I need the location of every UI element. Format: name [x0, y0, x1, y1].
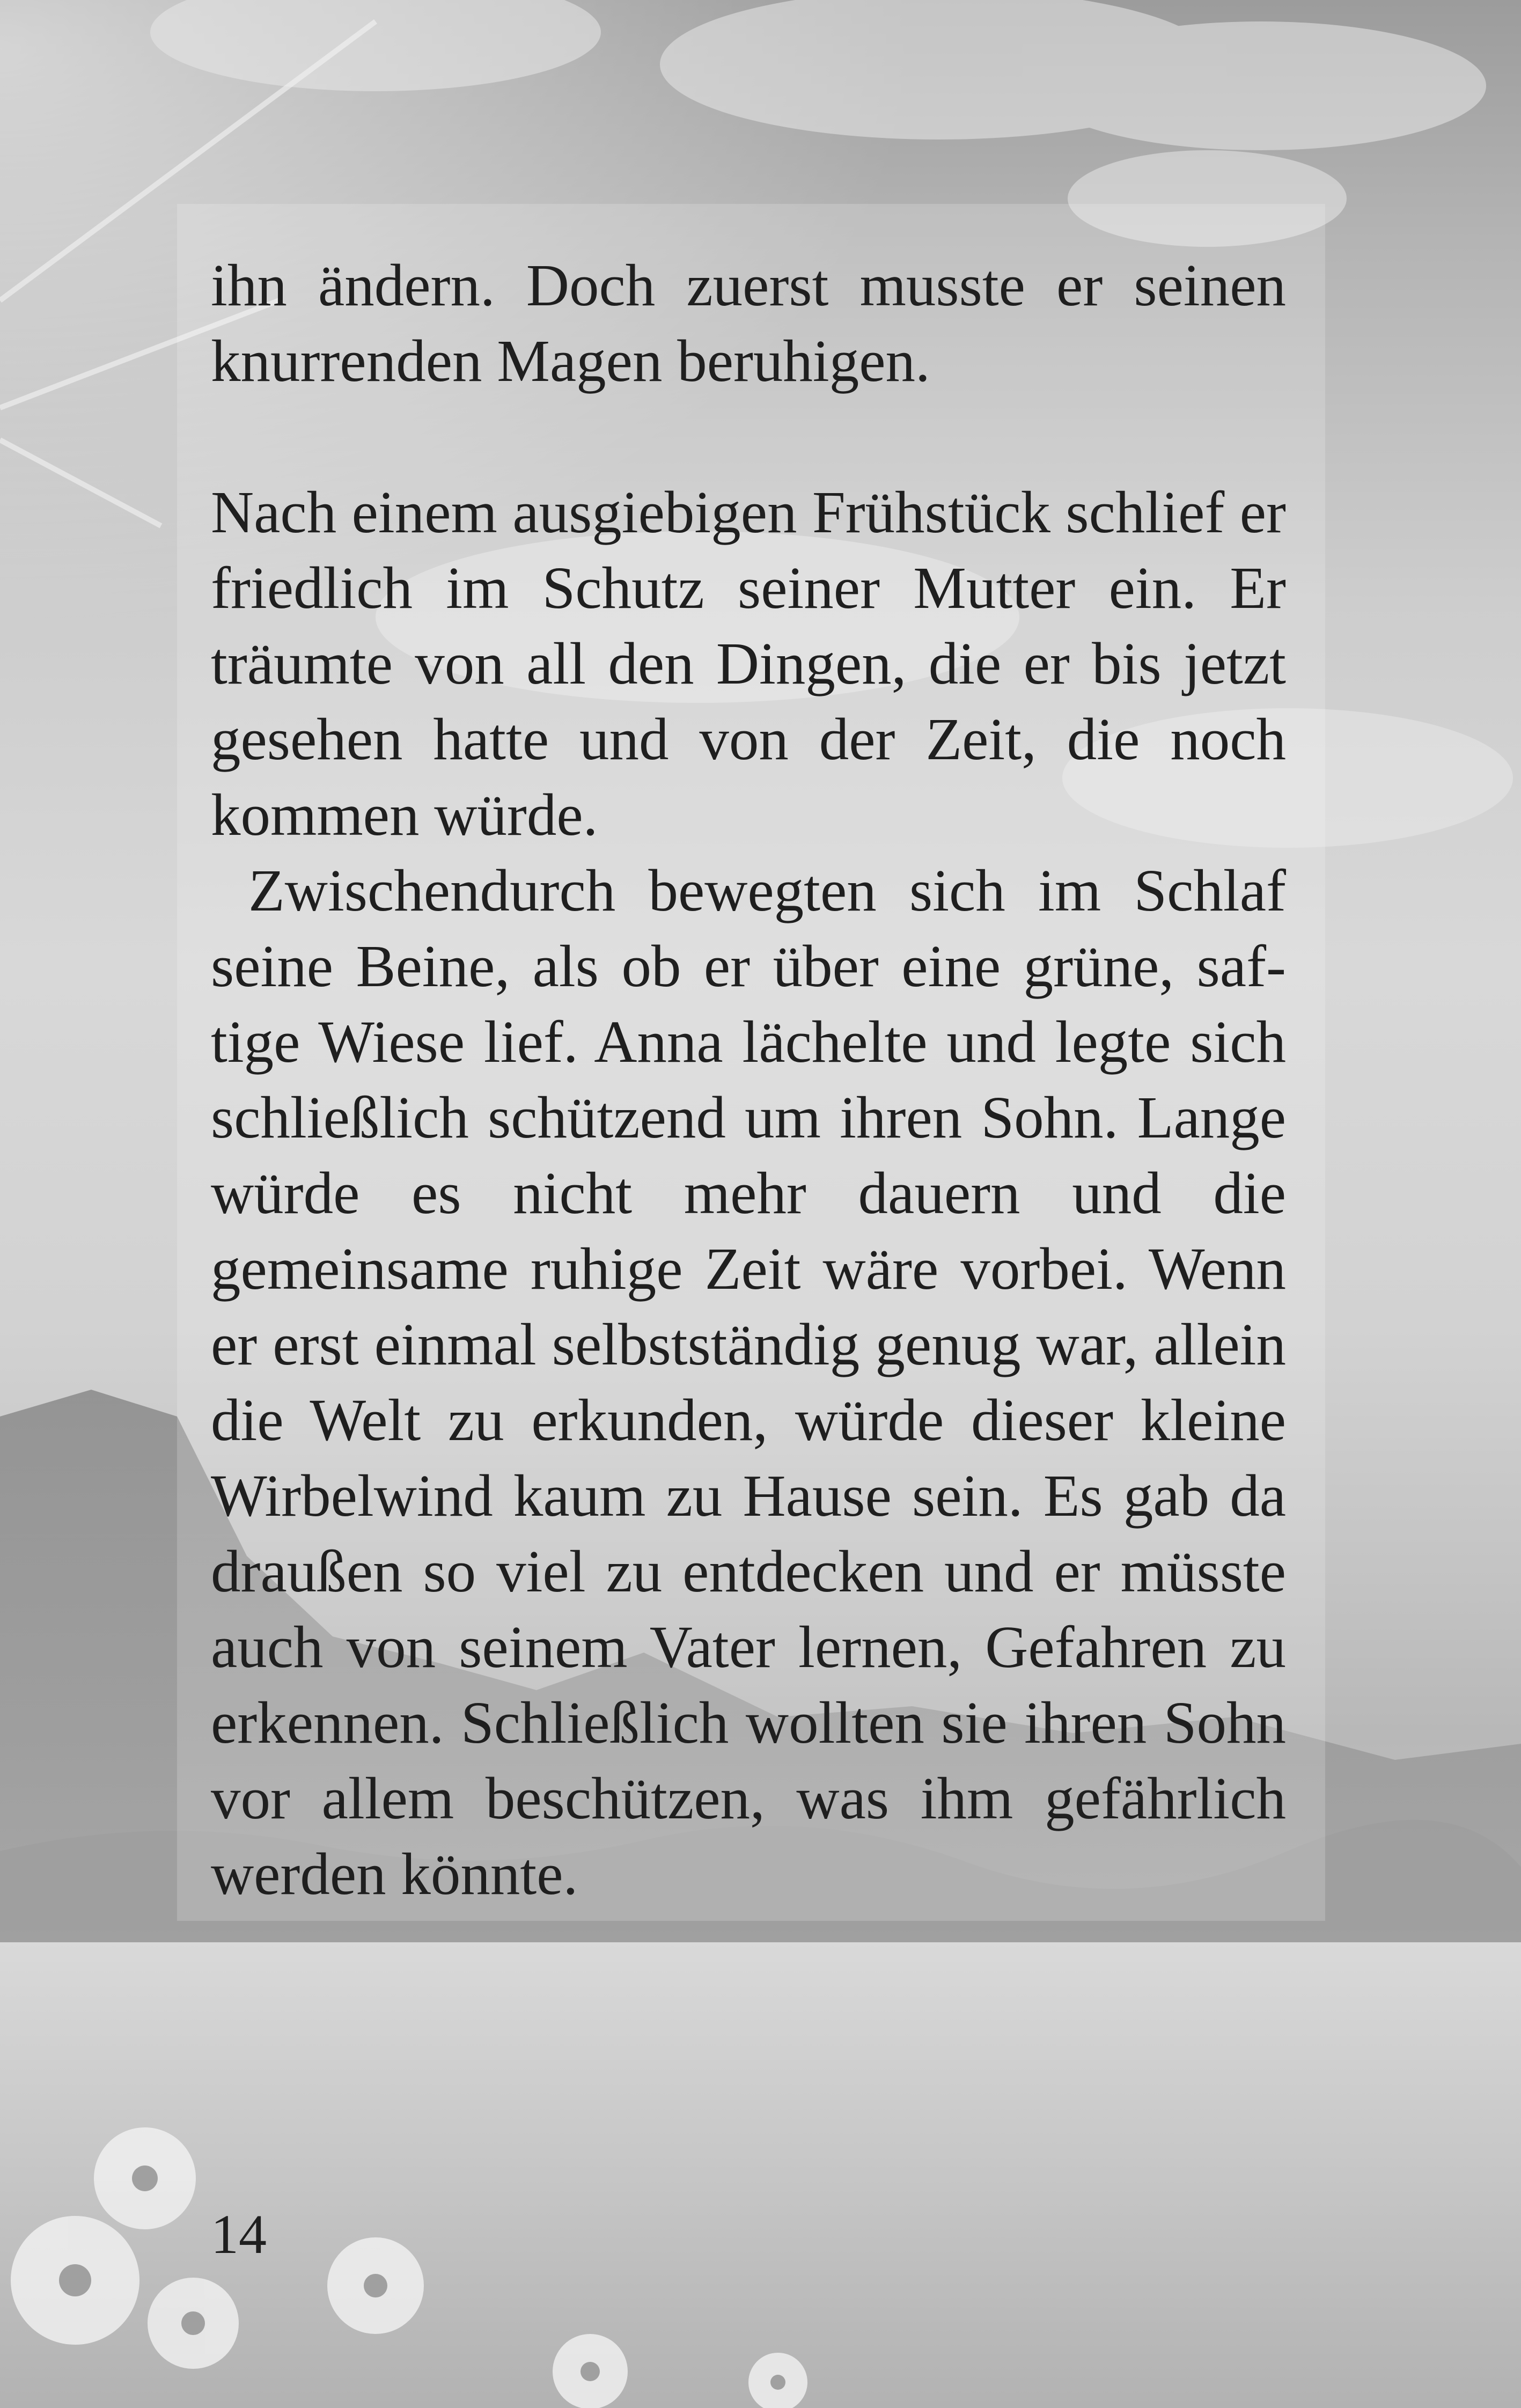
paragraph-2: Nach einem ausgiebigen Frühstück schlief er friedlich im Schutz seiner Mutter ein. Er träumte von all den Dingen, die er bis jetzt gesehen hatte und von der Zeit, die noch kommen würde.: [211, 480, 1286, 848]
page-number: 14: [211, 2204, 267, 2265]
paragraph-1: ihn ändern. Doch zuerst musste er seinen knurrenden Magen beruhigen.: [211, 253, 1286, 394]
paragraph-gap: [211, 399, 1286, 475]
paragraph-3: Zwischendurch bewegten sich im Schlaf seine Beine, als ob er über eine grüne, saftige Wiese lief. Anna lächelte und legte sich schließlich schützend um ihren Sohn. Lange würde es nicht mehr dauern und die gemeinsame ruhige Zeit wäre vorbei. Wenn er erst einmal selbstständig genug war, allein die Welt zu erkunden, würde dieser kleine Wirbelwind kaum zu Hause sein. Es gab da draußen so viel zu entdecken und er müsste auch von seinem Vater lernen, Gefahren zu erkennen. Schließlich wollten sie ihren Sohn vor allem beschützen, was ihm gefährlich werden könnte.: [211, 858, 1286, 1907]
body-text: [211, 248, 1286, 1912]
